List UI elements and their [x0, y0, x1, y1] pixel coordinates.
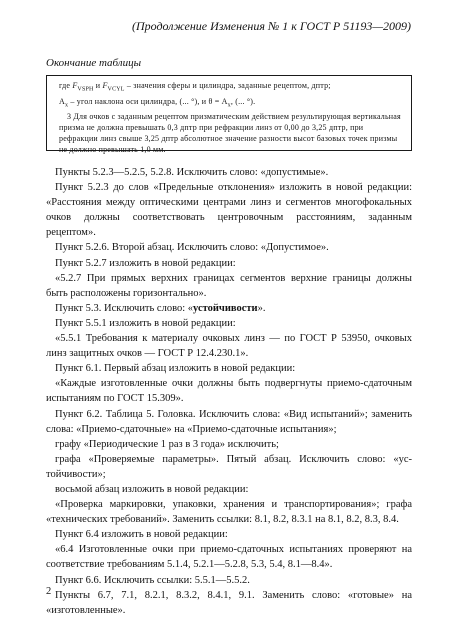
- paragraph: Пункт 6.4 изложить в новой редакции:: [55, 529, 228, 541]
- paragraph: Пункт 5.3. Исключить слово: «устойчивости».: [55, 302, 266, 314]
- page-header: (Продолжение Изменения № 1 к ГОСТ Р 51193—2009): [131, 19, 411, 33]
- paragraph: графа «Проверяемые параметры». Пятый абзац. Исключить слово: «устойчивости»;: [46, 453, 412, 480]
- paragraph: Пункт 6.6. Исключить ссылки: 5.5.1—5.5.2.: [55, 574, 250, 586]
- paragraph: графу «Периодические 1 раз в 3 года» исключить;: [55, 438, 279, 450]
- paragraph: «6.4 Изготовленные очки при приемо-сдаточных испытаниях проверяют на соответствие требованиям 5.1.4, 5.2.1—5.2.8, 5.3, 5.4, 8.1—8.4».: [46, 544, 412, 571]
- amendment-body: [46, 165, 412, 618]
- paragraph: «5.5.1 Требования к материалу очковых линз — по ГОСТ Р 53950, очковых линз защитных очков — ГОСТ Р 12.4.230.1».: [46, 333, 412, 360]
- page-number: 2: [46, 586, 52, 597]
- paragraph: восьмой абзац изложить в новой редакции:: [55, 483, 249, 495]
- paragraph: Пункты 5.2.3—5.2.5, 5.2.8. Исключить слово: «допустимые».: [55, 167, 329, 178]
- footnote-note-3: 3 Для очков с заданным рецептом призматическим действием результирующая вертикальная призма не должна превышать 0,3 дптр при рефракции линз от 0,00 до 3,25 дптр, при рефракции линз свыше 3,25 дптр абсолютное значение разности высот базовых точек призмы не должно превышать 1,0 мм.: [59, 112, 401, 155]
- paragraph: Пункт 5.2.6. Второй абзац. Исключить слово: «Допустимое».: [55, 242, 329, 254]
- table-footnote-box: [46, 75, 412, 155]
- footnote-line-2: $A_x$ – угол наклона оси цилиндра, (... °), и $\theta = A_x$, (... °).: [59, 96, 256, 109]
- paragraph: Пункт 6.1. Первый абзац изложить в новой редакции:: [55, 363, 296, 375]
- footnote-line-1: где $F_{VSPH}$ и $F_{VCYL}$ – значения сферы и цилиндра, заданные рецептом, дптр;: [59, 81, 331, 93]
- paragraph: Пункт 5.5.1 изложить в новой редакции:: [55, 317, 236, 329]
- paragraph: Пункт 5.2.3 до слов «Предельные отклонения» изложить в новой редакции: «Расстояния между оптическими центрами линз и сегментов многофокальных очков должны соответствовать центровочным расстояниям, заданным рецептом».: [46, 182, 412, 239]
- paragraph: Пункт 5.2.7 изложить в новой редакции:: [55, 257, 236, 269]
- paragraph: Пункты 6.7, 7.1, 8.2.1, 8.3.2, 8.4.1, 9.1. Заменить слово: «готовые» на «изготовленные».: [46, 589, 412, 616]
- table-end-caption: Окончание таблицы: [46, 57, 142, 69]
- paragraph: «Каждые изготовленные очки должны быть подвергнуты приемо-сдаточным испытаниям по ГОСТ 15.309».: [46, 378, 412, 405]
- paragraph: «5.2.7 При прямых верхних границах сегментов верхние границы должны быть расположены горизонтально».: [46, 272, 412, 299]
- paragraph: «Проверка маркировки, упаковки, хранения и транспортирования»; графа «технических требований». Заменить ссылки: 8.1, 8.2, 8.3.1 на 8.1, 8.2, 8.3, 8.4.: [46, 499, 412, 526]
- paragraph: Пункт 6.2. Таблица 5. Головка. Исключить слова: «Вид испытаний»; заменить слова: «Приемо-сдаточные» на «Приемо-сдаточные испытания»;: [46, 408, 412, 435]
